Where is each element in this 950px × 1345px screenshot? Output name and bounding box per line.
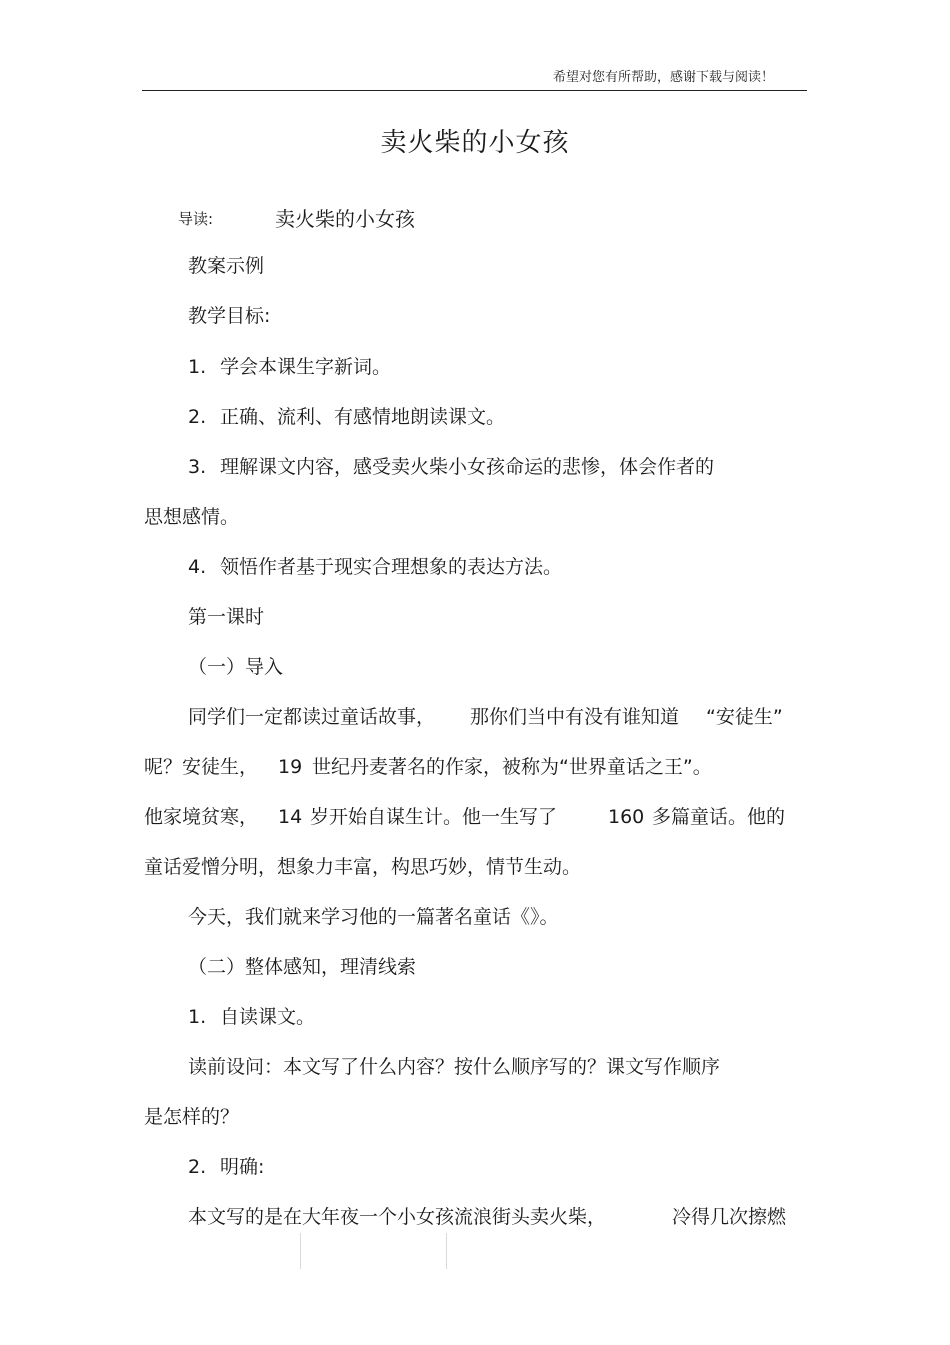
answer-line1-a: 本文写的是在大年夜一个小女孩流浪街头卖火柴， (188, 1206, 607, 1228)
intro-line (144, 805, 806, 829)
objective-number: 3. (188, 456, 207, 478)
step-text: 明确: (220, 1156, 265, 1178)
intro-line1-b: 那你们当中有没有谁知道 (470, 706, 680, 728)
question-line: 读前设问：本文写了什么内容？按什么顺序写的？课文写作顺序 (188, 1056, 721, 1078)
step-item (188, 1005, 315, 1029)
objective-number: 2. (188, 406, 207, 428)
intro-line3-e: 多篇童话。他的 (652, 806, 786, 828)
header-note: 希望对您有所帮助，感谢下载与阅读！ (552, 70, 774, 85)
intro-line: 今天，我们就来学习他的一篇著名童话《》。 (188, 906, 559, 928)
intro-line (144, 755, 806, 779)
objective-text: 理解课文内容，感受卖火柴小女孩命运的悲惨，体会作者的 (220, 456, 715, 478)
intro-line3-c: 岁开始自谋生计。他一生写了 (310, 806, 558, 828)
intro-line2-a: 呢？安徒生， (144, 756, 259, 778)
intro-line1-c: “安徒生” (706, 706, 783, 728)
step-number: 2. (188, 1156, 207, 1178)
objective-text: 学会本课生字新词。 (220, 356, 392, 378)
guide-label: 导读: (178, 210, 214, 228)
intro-line3-d: 160 (608, 806, 645, 828)
answer-line1-b: 冷得几次擦燃 (672, 1206, 787, 1228)
question-line: 是怎样的？ (144, 1106, 240, 1128)
objective-number: 1. (188, 356, 207, 378)
intro-line2-b: 19 (278, 756, 303, 778)
page-edge-mark (446, 1233, 447, 1269)
part1-heading: （一）导入 (188, 656, 284, 678)
page-edge-mark (300, 1233, 301, 1269)
step-number: 1. (188, 1006, 207, 1028)
guide-title: 卖火柴的小女孩 (275, 207, 415, 231)
objective-text: 领悟作者基于现实合理想象的表达方法。 (220, 556, 563, 578)
step-text: 自读课文。 (220, 1006, 316, 1028)
objective-item (188, 355, 391, 379)
intro-line (188, 705, 806, 729)
objective-text: 正确、流利、有感情地朗读课文。 (220, 406, 506, 428)
objectives-heading: 教学目标: (188, 305, 271, 327)
objective-number: 4. (188, 556, 207, 578)
intro-line2-c: 世纪丹麦著名的作家，被称为“世界童话之王”。 (312, 756, 712, 778)
part2-heading: （二）整体感知，理清线索 (188, 956, 417, 978)
objective-item (188, 555, 562, 579)
objective-item (188, 455, 714, 479)
intro-line1-a: 同学们一定都读过童话故事， (188, 706, 436, 728)
intro-line: 童话爱憎分明，想象力丰富，构思巧妙，情节生动。 (144, 856, 582, 878)
lesson-heading: 第一课时 (188, 606, 265, 628)
answer-line (188, 1205, 806, 1229)
objective-continued: 思想感情。 (144, 506, 240, 528)
objective-item (188, 405, 505, 429)
step-item (188, 1155, 264, 1179)
intro-line3-b: 14 (278, 806, 303, 828)
document-title: 卖火柴的小女孩 (380, 128, 570, 158)
header-rule (142, 90, 807, 91)
intro-line3-a: 他家境贫寒， (144, 806, 259, 828)
section-label: 教案示例 (188, 255, 265, 277)
